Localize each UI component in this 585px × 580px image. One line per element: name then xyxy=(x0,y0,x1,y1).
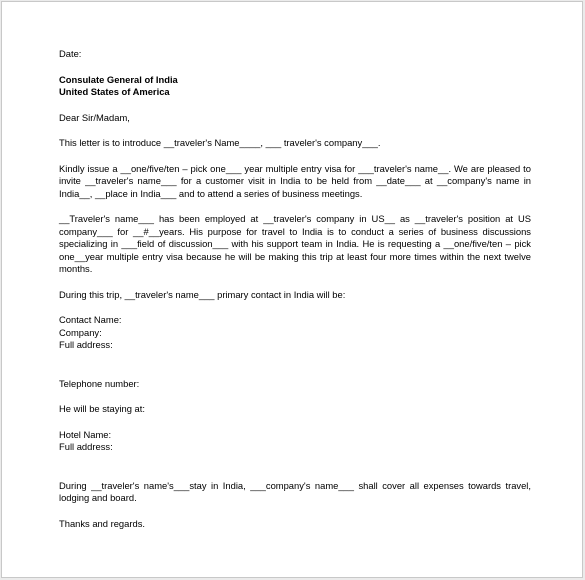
contact-name-label: Contact Name: xyxy=(59,314,122,325)
intro-line: This letter is to introduce __traveler's Name____, ___ traveler's company___. xyxy=(59,137,381,148)
letter-body xyxy=(59,48,531,530)
expenses-paragraph: During __traveler's name's___stay in India, ___company's name___ shall cover all expenses towards travel, lodging and board. xyxy=(59,479,531,503)
date-label: Date: xyxy=(59,48,82,59)
salutation: Dear Sir/Madam, xyxy=(59,111,130,123)
contact-intro: During this trip, __traveler's name___ primary contact in India will be: xyxy=(59,288,346,300)
staying-at-label: He will be staying at: xyxy=(59,403,145,414)
employment-paragraph: __Traveler's name___ has been employed at __traveler's company in US__ as __traveler's position at US company___ for __#__years. His purpose for travel to India is to conduct a series of business discussions specializing in ___field of discussion___ with his support team in India. He is requesting a __one/five/ten – pick one__year multiple entry visa because he will be making this trip at least four more times within the next twelve months. xyxy=(59,213,531,274)
hotel-address-label: Full address: xyxy=(59,441,113,452)
hotel-name-label: Hotel Name: xyxy=(59,428,112,440)
company-label: Company: xyxy=(59,326,102,338)
closing: Thanks and regards. xyxy=(59,517,145,529)
full-address-label: Full address: xyxy=(59,339,113,350)
request-paragraph: Kindly issue a __one/five/ten – pick one___ year multiple entry visa for ___traveler's name__. We are pleased to invite __traveler's name___ for a customer visit in India to be held from __date___ at __company's name in India__, __place in India___ and to attend a series of business meetings. xyxy=(59,162,531,199)
telephone-label: Telephone number: xyxy=(59,377,140,389)
recipient-line-2: United States of America xyxy=(59,86,170,97)
document-page xyxy=(1,1,583,578)
recipient-line-1: Consulate General of India xyxy=(59,73,178,85)
